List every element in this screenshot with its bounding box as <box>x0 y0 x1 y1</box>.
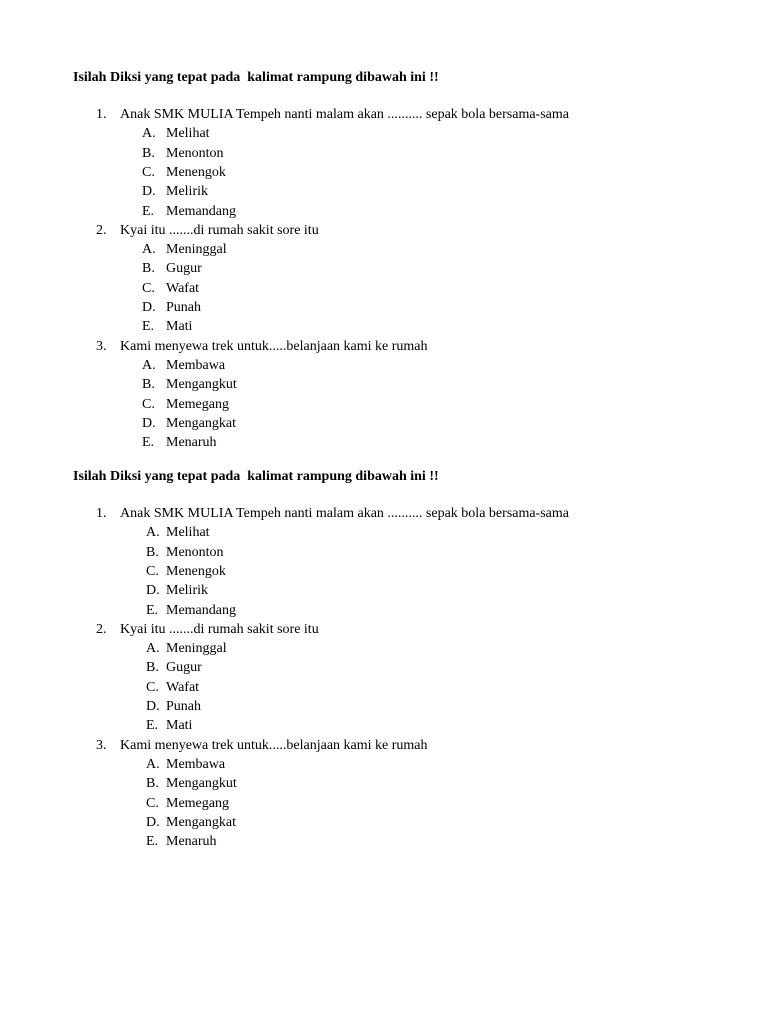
question-text: Kami menyewa trek untuk.....belanjaan kami ke rumah <box>120 737 428 753</box>
option-letter: D. <box>142 184 156 200</box>
question-text: Anak SMK MULIA Tempeh nanti malam akan .......... sepak bola bersama-sama <box>120 506 569 521</box>
question-number: 2. <box>96 621 107 637</box>
option-text: Mati <box>166 718 193 734</box>
option-letter: E. <box>142 203 155 219</box>
option-text: Mengangkat <box>166 415 236 431</box>
option-text: Menengok <box>166 563 226 579</box>
option-letter: C. <box>146 795 159 811</box>
option-text: Melirik <box>166 184 208 200</box>
option-text: Wafat <box>166 679 200 695</box>
option-text: Mengangkut <box>166 377 237 393</box>
option-letter: A. <box>142 242 156 258</box>
option-letter: A. <box>142 126 156 142</box>
option-text: Melihat <box>166 525 210 541</box>
option-letter: B. <box>142 377 155 393</box>
option-letter: C. <box>146 563 159 579</box>
question-text: Kyai itu .......di rumah sakit sore itu <box>120 222 319 238</box>
option-text: Mengangkut <box>166 776 237 792</box>
option-letter: A. <box>142 357 156 373</box>
option-letter: A. <box>146 641 160 657</box>
option-letter: C. <box>142 396 155 412</box>
option-letter: C. <box>146 679 159 695</box>
option-letter: D. <box>146 699 160 714</box>
question-number: 1. <box>96 107 107 122</box>
question-number: 1. <box>96 506 107 521</box>
option-text: Menonton <box>166 145 224 161</box>
option-text: Meninggal <box>166 242 227 258</box>
question-number: 3. <box>96 737 107 753</box>
option-text: Meninggal <box>166 641 227 657</box>
option-text: Punah <box>166 699 201 714</box>
option-text: Mati <box>166 319 193 335</box>
option-letter: D. <box>146 814 160 830</box>
option-text: Memandang <box>166 203 236 219</box>
option-letter: E. <box>146 834 159 850</box>
option-text: Gugur <box>166 660 202 676</box>
option-text: Punah <box>166 300 201 315</box>
option-text: Gugur <box>166 261 202 277</box>
option-letter: D. <box>142 300 156 315</box>
option-letter: B. <box>142 261 155 277</box>
option-text: Memegang <box>166 795 229 811</box>
option-letter: B. <box>146 544 159 560</box>
option-text: Melirik <box>166 583 208 599</box>
option-letter: E. <box>146 718 159 734</box>
option-letter: A. <box>146 525 160 541</box>
option-text: Membawa <box>166 357 226 373</box>
option-letter: E. <box>142 319 155 335</box>
option-letter: B. <box>146 660 159 676</box>
option-text: Wafat <box>166 280 200 296</box>
option-letter: D. <box>146 583 160 599</box>
question-text: Kyai itu .......di rumah sakit sore itu <box>120 621 319 637</box>
option-letter: D. <box>142 415 156 431</box>
option-letter: E. <box>142 435 155 451</box>
question-number: 2. <box>96 222 107 238</box>
option-text: Memegang <box>166 396 229 412</box>
option-letter: E. <box>146 602 159 618</box>
option-text: Menengok <box>166 164 226 180</box>
question-text: Anak SMK MULIA Tempeh nanti malam akan .......... sepak bola bersama-sama <box>120 107 569 122</box>
option-text: Melihat <box>166 126 210 142</box>
option-letter: C. <box>142 280 155 296</box>
option-text: Menaruh <box>166 834 217 850</box>
option-text: Menaruh <box>166 435 217 451</box>
section-heading: Isilah Diksi yang tepat pada kalimat rampung dibawah ini !! <box>73 469 439 484</box>
option-letter: A. <box>146 756 160 772</box>
option-text: Mengangkat <box>166 814 236 830</box>
option-letter: B. <box>142 145 155 161</box>
question-text: Kami menyewa trek untuk.....belanjaan kami ke rumah <box>120 338 428 354</box>
option-text: Menonton <box>166 544 224 560</box>
option-letter: C. <box>142 164 155 180</box>
option-text: Memandang <box>166 602 236 618</box>
option-text: Membawa <box>166 756 226 772</box>
section-heading: Isilah Diksi yang tepat pada kalimat rampung dibawah ini !! <box>73 70 439 85</box>
question-number: 3. <box>96 338 107 354</box>
option-letter: B. <box>146 776 159 792</box>
